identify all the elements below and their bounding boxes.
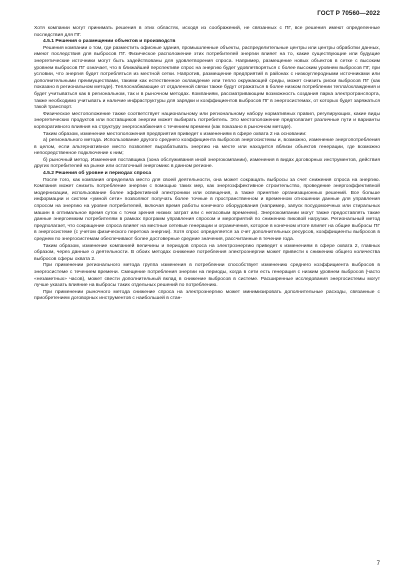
list-item-b: б) рыночный метод. Изменения поставщика (зона обслуживания иной энергокомпании), изменения в видах договорных инструментов, действия других потребителей на рынке или остаточный энергомикс в данном регионе.: [34, 157, 380, 170]
document-body: [34, 26, 380, 303]
body-paragraph: Таким образом, изменение компанией величины и периодов спроса на электроэнергию приведет к изменениям в сфере охвата 2, главных образом, через данные о деятельности. В обоих методах снижение потребления электроэнергии может привести к снижению общего количества выбросов сферы охвата 2.: [34, 243, 380, 262]
section-heading-4-5-2: 4.5.2 Решения об уровне и периодах спроса: [43, 171, 152, 177]
standard-header: ГОСТ Р 70560—2022: [317, 10, 380, 17]
page-number: 7: [376, 561, 380, 567]
section-heading-4-5-1: 4.5.1 Решения о размещении объектов и производств: [43, 39, 176, 45]
body-paragraph: Таким образом, изменение местоположения предприятия приведет к изменениям в сфере охвата 2 на основании:: [43, 131, 307, 137]
body-paragraph: При применении регионального метода группа изменения в потреблении способствует изменению среднего коэффициента выбросов в энергосистеме с течением времени. Смещение потребления энергии на периоды, когда в сети есть генерация с низким уровнем выбросов (часто «незаметных» часов), может свести дополнительный вклад в снижение выбросов в системе. Расширенные исследования энергосистемы могут лучше указать влияние на выбросы таких отдельных решений по потреблению.: [34, 263, 380, 289]
body-paragraph: Решения компании о том, где разместить офисные здания, промышленные объекты, распределительные центры или центры обработки данных, имеют последствия для выбросов ПГ. Физическое расположение этих потребителей энергии влияет на то, какие существующие или будущие энергетические источники могут быть задействованы для удовлетворения спроса. Например, размещение новых объектов в сетке с высоким уровнем выбросов ПГ означает, что в ближайшей перспективе спрос на энергию будет удовлетворяться с более высоким уровнем выбросов ПГ, при условии, что энергия будет потребляться из местной сетки. Напротив, размещение предприятий в районах с низкоуглеродными источниками или дополнительными преимуществами, такими как естественное охлаждение или тепло окружающей среды, может снизить риски выбросов ПГ (как показано в региональном методе). Теплоснабжающие от отдаленной связи также будут отражаться в более низком потреблении тепла/охлаждения и будет учитываться как в региональном, так и в рыночном методах. Компаниям, рассматривающим возможность создания парка электротранспорта, также необходимо учитывать и наличие инфраструктуры для зарядки и коэффициентов выбросов ПГ в энергосистемах, от которых будет заряжаться такой транспорт.: [34, 45, 380, 111]
body-paragraph: Физическое местоположение также соответствует национальному или региональному набору нормативных правил, регулирующих, какие виды энергетических продуктов или поставщиков энергии может выбирать потребитель. Это местоположение предполагает различные пути и варианты корпоративного влияния на структуру энергоснабжения с течением времени (как показано в рыночном методе).: [34, 111, 380, 130]
list-item-a: а) регионального метода. Использование другого среднего коэффициента выбросов энергосистемы и, возможно, изменение энергопотребления в целом, если альтернативное место позволяет вырабатывать энергию на месте или находится вблизи объектов генерации, где возможно непосредственное подключение к ним;: [34, 138, 380, 157]
body-paragraph: При применении рыночного метода снижение спроса на электроэнергию может минимизировать дополнительные расходы, связанные с приобретением договорных инструментов с наибольшей в стан-: [34, 289, 380, 302]
intro-paragraph: Хотя компании могут принимать решения в этих областях, исходя из соображений, не связанных с ПГ, все решения имеют определенные последствия для ПГ.: [34, 26, 380, 38]
body-paragraph: После того, как компания определила место для своей деятельности, она может сокращать выбросы за счет снижения спроса на энергию. Компания может снизить потребление энергии с помощью таких мер, как энергоэффективное строительство, проведение энергоэффективной модернизации, использование более эффективной электроники или освещения, а также принятие организационных решений. Все больше информации и систем «умной сети» позволяют получать более точные в пространственном и временном отношении данные для управления спросом на энергию на уровне потребителей, включая время работы конечного оборудования (например, запуск посудомоечных или стиральных машин в оптимальное время суток с точки зрения низких затрат или с негасовым временем). Энергокомпании могут также предоставлять такие данные энергоемким потребителям в рамках программ управления спросом и мероприятий по снижению пиковой нагрузки. Региональный метод предполагает, что сокращение спроса влияет на местные сетевые генерации и ограничения, которое в конечном итоге влияет на общие выбросы ПГ в энергосистеме (с учетом физического перетока энергии). Хотя спрос определяется за счет дополнительных ресурсов, коэффициенты выбросов в среднем по энергосистемам обеспечивают более достоверные средние значения, рассчитанные в течение года.: [34, 177, 380, 242]
